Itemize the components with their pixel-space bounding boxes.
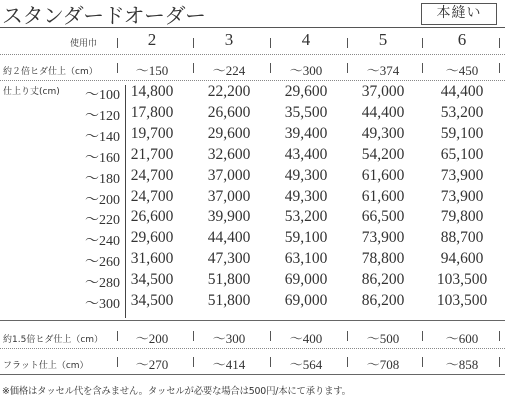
fold2x-value: ～300	[289, 63, 323, 78]
length-row-label: ～180	[85, 171, 120, 187]
divider	[0, 374, 505, 375]
length-row-label: ～100	[85, 88, 120, 103]
column-separator	[193, 38, 194, 48]
fold15x-label: 約1.5倍ヒダ仕上（cm）	[3, 335, 104, 345]
width-column-header: 2	[147, 30, 157, 49]
flat-value: ～564	[289, 357, 323, 372]
column-separator	[347, 357, 348, 367]
price-cell: 37,000	[207, 166, 251, 184]
price-cell: 26,600	[207, 103, 251, 121]
price-cell: 51,800	[207, 271, 251, 289]
column-separator	[499, 63, 500, 73]
price-cell: 86,200	[361, 292, 405, 309]
price-cell: 14,800	[130, 83, 174, 100]
page-title: スタンダードオーダー	[2, 4, 206, 28]
price-cell: 35,500	[284, 103, 328, 121]
price-cell: 24,700	[130, 187, 174, 205]
price-cell: 49,300	[361, 124, 405, 142]
price-cell: 66,500	[361, 208, 405, 226]
fold2x-label: 約２倍ヒダ仕上（cm）	[3, 67, 98, 77]
price-cell: 51,800	[207, 292, 251, 309]
flat-value: ～858	[445, 357, 479, 372]
price-cell: 59,100	[284, 229, 328, 247]
price-cell: 78,800	[361, 250, 405, 268]
length-row-label: ～220	[85, 213, 120, 229]
column-separator	[422, 357, 423, 367]
price-cell: 65,100	[440, 145, 484, 163]
price-cell: 39,400	[284, 124, 328, 142]
length-label: 仕上り丈(cm)	[3, 87, 60, 97]
column-separator	[193, 63, 194, 73]
column-separator	[422, 38, 423, 48]
flat-label: フラット仕上（cm）	[3, 361, 89, 371]
flat-value: ～414	[212, 357, 246, 372]
price-cell: 19,700	[130, 124, 174, 142]
fold2x-value: ～150	[135, 63, 169, 78]
price-cell: 37,000	[361, 83, 405, 100]
price-cell: 29,600	[130, 229, 174, 247]
price-cell: 69,000	[284, 292, 328, 309]
divider	[0, 348, 505, 349]
price-cell: 69,000	[284, 271, 328, 289]
divider	[0, 54, 505, 55]
price-cell: 73,900	[440, 166, 484, 184]
fold2x-value: ～224	[212, 63, 246, 78]
column-separator	[347, 38, 348, 48]
fold2x-value: ～374	[366, 63, 400, 78]
column-separator	[422, 63, 423, 73]
price-cell: 31,600	[130, 250, 174, 268]
column-separator	[193, 331, 194, 341]
price-cell: 29,600	[207, 124, 251, 142]
price-cell: 34,500	[130, 292, 174, 309]
price-cell: 103,500	[436, 292, 488, 309]
price-cell: 17,800	[130, 103, 174, 121]
flat-value: ～270	[135, 357, 169, 372]
width-column-header: 5	[378, 30, 388, 49]
column-separator	[499, 331, 500, 341]
column-separator	[270, 331, 271, 341]
length-row-label: ～280	[85, 276, 120, 292]
price-cell: 24,700	[130, 166, 174, 184]
width-column-header: 6	[457, 30, 467, 49]
price-cell: 73,900	[440, 187, 484, 205]
price-cell: 94,600	[440, 250, 484, 268]
fold15x-value: ～400	[289, 331, 323, 346]
flat-value: ～708	[366, 357, 400, 372]
price-cell: 44,400	[361, 103, 405, 121]
price-cell: 49,300	[284, 187, 328, 205]
price-cell: 32,600	[207, 145, 251, 163]
column-separator	[117, 38, 118, 48]
price-cell: 44,400	[207, 229, 251, 247]
price-cell: 21,700	[130, 145, 174, 163]
price-cell: 53,200	[440, 103, 484, 121]
price-cell: 63,100	[284, 250, 328, 268]
price-cell: 54,200	[361, 145, 405, 163]
sewing-type-badge: 本縫い	[421, 3, 497, 25]
price-cell: 59,100	[440, 124, 484, 142]
width-column-header: 3	[224, 30, 234, 49]
column-separator	[117, 331, 118, 341]
price-cell: 79,800	[440, 208, 484, 226]
length-row-label: ～240	[85, 234, 120, 250]
fold15x-value: ～600	[445, 331, 479, 346]
price-cell: 29,600	[284, 83, 328, 100]
column-separator	[270, 357, 271, 367]
length-row-label: ～160	[85, 150, 120, 166]
price-cell: 37,000	[207, 187, 251, 205]
column-separator	[117, 357, 118, 367]
column-separator	[270, 63, 271, 73]
fold15x-value: ～300	[212, 331, 246, 346]
price-cell: 61,600	[361, 187, 405, 205]
fold2x-value: ～450	[445, 63, 479, 78]
price-cell: 49,300	[284, 166, 328, 184]
length-row-label: ～300	[85, 297, 120, 312]
column-separator	[270, 38, 271, 48]
length-row-label: ～140	[85, 129, 120, 145]
price-cell: 34,500	[130, 271, 174, 289]
column-separator	[117, 63, 118, 73]
fold15x-value: ～200	[135, 331, 169, 346]
price-cell: 61,600	[361, 166, 405, 184]
column-separator	[193, 357, 194, 367]
length-row-label: ～200	[85, 192, 120, 208]
price-cell: 26,600	[130, 208, 174, 226]
divider	[0, 80, 505, 81]
width-header-label: 使用巾	[69, 39, 97, 49]
price-cell: 47,300	[207, 250, 251, 268]
price-cell: 22,200	[207, 83, 251, 100]
price-cell: 53,200	[284, 208, 328, 226]
width-column-header: 4	[301, 30, 311, 49]
length-row-label: ～260	[85, 255, 120, 271]
footnote: ※価格はタッセル代を含みません。タッセルが必要な場合は500円/本にて承ります。	[2, 386, 351, 397]
price-cell: 44,400	[440, 83, 484, 100]
price-cell: 43,400	[284, 145, 328, 163]
price-cell: 39,900	[207, 208, 251, 226]
column-separator	[499, 38, 500, 48]
divider	[0, 320, 505, 321]
price-cell: 73,900	[361, 229, 405, 247]
price-cell: 88,700	[440, 229, 484, 247]
length-row-label: ～120	[85, 108, 120, 124]
price-cell: 86,200	[361, 271, 405, 289]
fold15x-value: ～500	[366, 331, 400, 346]
column-separator	[347, 331, 348, 341]
column-separator	[499, 357, 500, 367]
column-separator	[422, 331, 423, 341]
title-divider	[0, 27, 505, 28]
price-cell: 103,500	[436, 271, 488, 289]
column-separator	[347, 63, 348, 73]
